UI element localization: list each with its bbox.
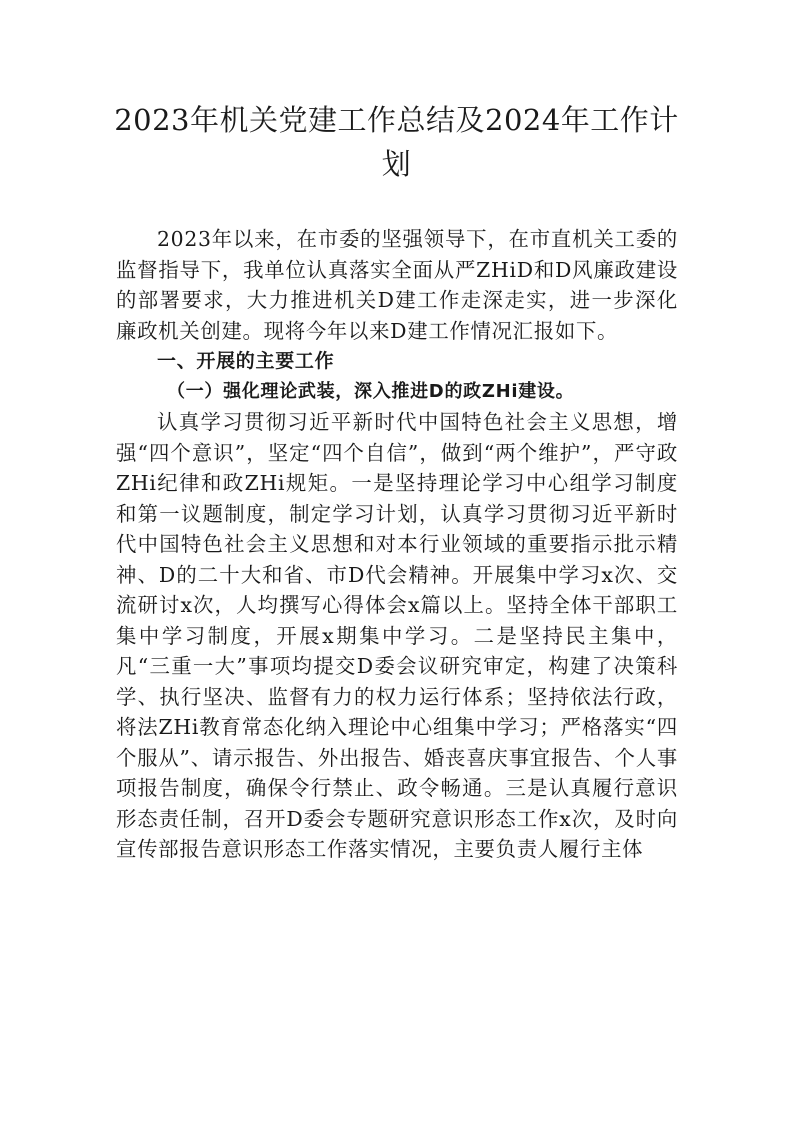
intro-paragraph: 2023年以来，在市委的坚强领导下，在市直机关工委的监督指导下，我单位认真落实全面从严ZHiD和D风廉政建设的部署要求，大力推进机关D建工作走深走实，进一步深化廉政机关创建。现将今年以来D建工作情况汇报如下。	[116, 227, 678, 343]
document-title: 2023年机关党建工作总结及2024年工作计划	[114, 103, 679, 181]
body-paragraph: 认真学习贯彻习近平新时代中国特色社会主义思想，增强“四个意识”，坚定“四个自信”，做到“两个维护”，严守政ZHi纪律和政ZHi规矩。一是坚持理论学习中心组学习制度和第一议题制度，制定学习计划，认真学习贯彻习近平新时代中国特色社会主义思想和对本行业领域的重要指示批示精神、D的二十大和省、市D代会精神。开展集中学习x次、交流研讨x次，人均撰写心得体会x篇以上。坚持全体干部职工集中学习制度，开展x期集中学习。二是坚持民主集中，凡“三重一大”事项均提交D委会议研究审定，构建了决策科学、执行坚决、监督有力的权力运行体系；坚持依法行政，将法ZHi教育常态化纳入理论中心组集中学习；严格落实“四个服从”、请示报告、外出报告、婚丧喜庆事宜报告、个人事项报告制度，确保令行禁止、政令畅通。三是认真履行意识形态责任制，召开D委会专题研究意识形态工作x次，及时向宣传部报告意识形态工作落实情况，主要负责人履行主体	[116, 410, 678, 861]
section-heading: 一、开展的主要工作	[157, 350, 335, 372]
subsection-heading: （一）强化理论武装，深入推进D的政ZHi建设。	[167, 380, 575, 402]
document-body	[116, 224, 678, 865]
